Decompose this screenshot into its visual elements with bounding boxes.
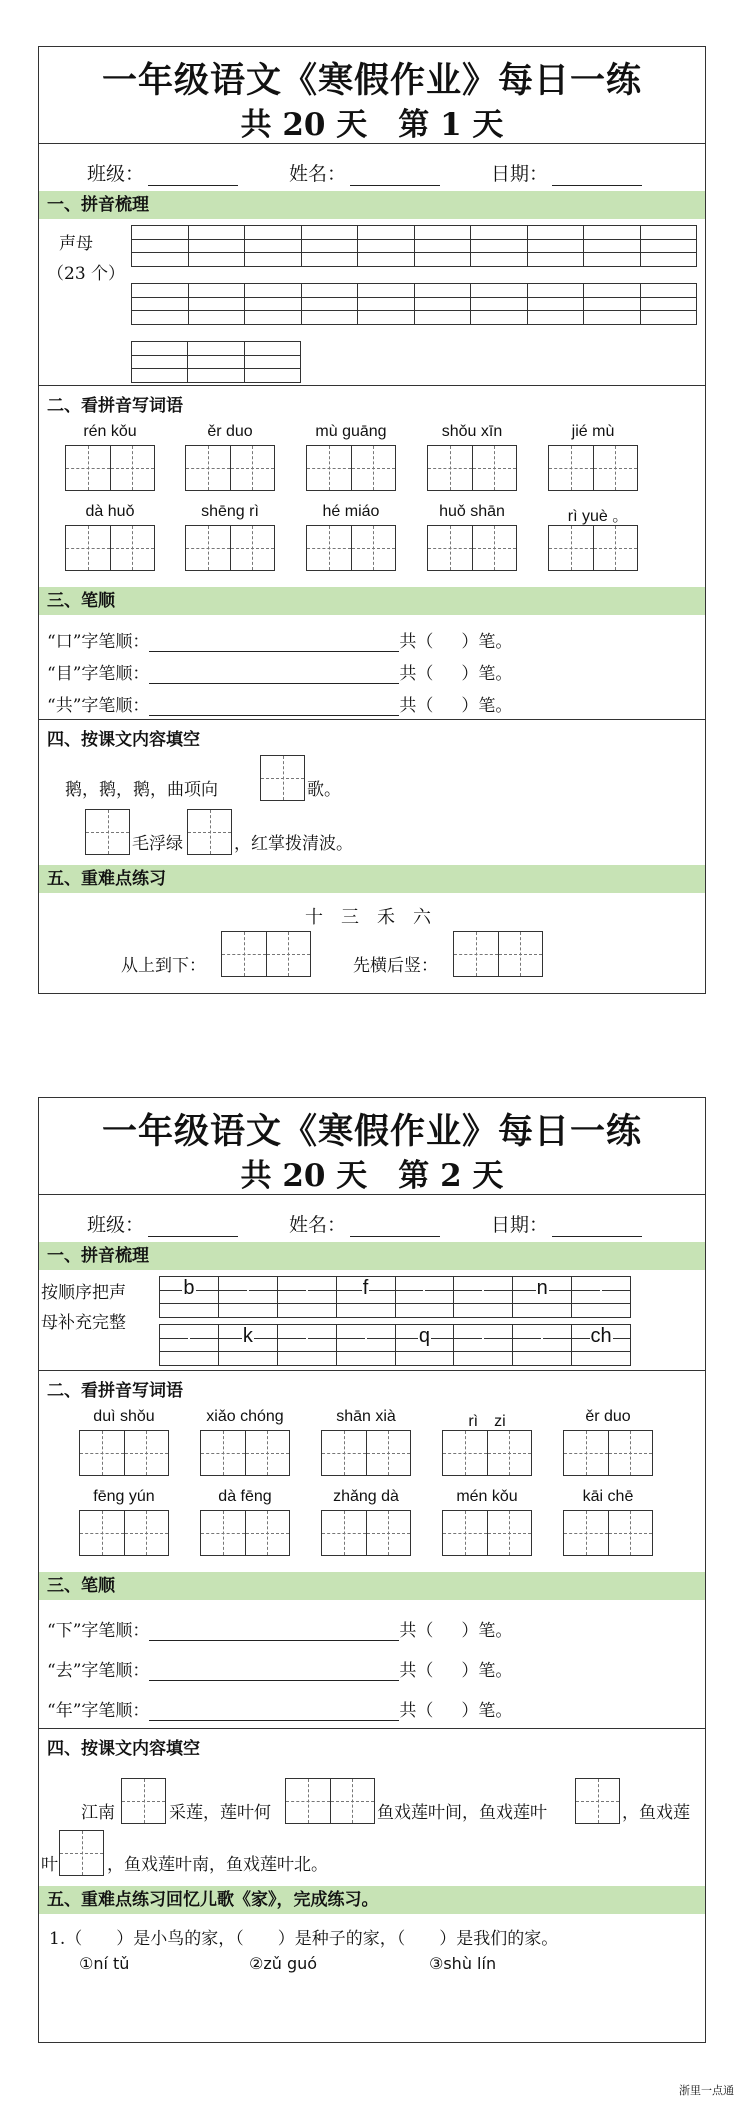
pinyin-prompt: shǒu xīn <box>441 423 503 440</box>
divider <box>39 1194 705 1195</box>
section-2-header: 二、看拼音写词语 <box>47 396 183 416</box>
pinyin-prompt: ěr duo <box>207 423 253 440</box>
divider <box>39 719 705 720</box>
initials-row-2[interactable]: k q ch <box>159 1324 631 1366</box>
top-down-label: 从上到下： <box>121 956 206 976</box>
pinyin-writing-grid[interactable] <box>131 283 697 325</box>
poem-text: 毛浮绿 <box>132 834 183 854</box>
section-4-header: 四、按课文内容填空 <box>47 730 200 750</box>
tianzige-box[interactable] <box>65 445 155 491</box>
fill-box[interactable] <box>121 1778 166 1824</box>
fill-box[interactable] <box>59 1830 104 1876</box>
initials-label: 声母 <box>59 234 93 254</box>
tianzige-box[interactable] <box>427 445 517 491</box>
name-field[interactable]: 姓名： <box>289 159 440 186</box>
poem-text: 采莲，莲叶何 <box>169 1803 271 1823</box>
fill-box[interactable] <box>285 1778 375 1824</box>
pinyin-prompt: jié mù <box>571 423 615 440</box>
tianzige-box[interactable] <box>185 525 275 571</box>
stroke-order-row[interactable]: “口”字笔顺： 共（ ）笔。 <box>47 632 513 652</box>
section-4-header: 四、按课文内容填空 <box>47 1739 200 1759</box>
fill-box[interactable] <box>85 809 130 855</box>
divider <box>39 1728 705 1729</box>
pinyin-writing-grid[interactable] <box>131 341 301 383</box>
stroke-order-row[interactable]: “下”字笔顺： 共（ ）笔。 <box>47 1621 513 1641</box>
section-5-header: 五、重难点练习 <box>39 865 705 893</box>
pinyin-prompt: shān xià <box>336 1408 396 1425</box>
pinyin-prompt: zhǎng dà <box>333 1488 399 1505</box>
stroke-order-row[interactable]: “目”字笔顺： 共（ ）笔。 <box>47 664 513 684</box>
tianzige-box[interactable] <box>200 1430 290 1476</box>
tianzige-box[interactable] <box>563 1510 653 1556</box>
poem-text: ，鱼戏莲 <box>622 1803 690 1823</box>
pinyin-writing-grid[interactable] <box>131 225 697 267</box>
pinyin-prompt: dà fēng <box>218 1488 272 1505</box>
poem-text: ，红掌拨清波。 <box>234 834 353 854</box>
tianzige-box[interactable] <box>306 525 396 571</box>
option-1: ①ní tǔ <box>79 1954 130 1973</box>
poem-text: ，鱼戏莲叶南，鱼戏莲叶北。 <box>107 1855 328 1875</box>
footer-watermark: 浙里一点通 <box>679 2084 734 2097</box>
fill-box[interactable] <box>187 809 232 855</box>
tianzige-box[interactable] <box>321 1430 411 1476</box>
option-3: ③shù lín <box>429 1954 497 1973</box>
order-instruction: 按顺序把声 <box>41 1283 126 1303</box>
heng-shu-label: 先横后竖： <box>353 956 438 976</box>
class-field[interactable]: 班级： <box>87 1210 238 1237</box>
pinyin-prompt: shēng rì <box>201 503 259 520</box>
pinyin-prompt: rì yuè 。 <box>567 508 629 525</box>
worksheet-day-2 <box>38 1097 706 2043</box>
divider <box>39 385 705 386</box>
tianzige-box[interactable] <box>442 1430 532 1476</box>
poem-text: 叶 <box>41 1855 58 1875</box>
stroke-order-row[interactable]: “年”字笔顺： 共（ ）笔。 <box>47 1701 513 1721</box>
initials-count: （23 个） <box>47 264 126 284</box>
date-field[interactable]: 日期： <box>491 1210 642 1237</box>
worksheet-title: 一年级语文《寒假作业》每日一练 <box>101 60 642 101</box>
worksheet-subtitle: 共 20 天 第 2 天 <box>240 1158 504 1194</box>
fill-box[interactable] <box>260 755 305 801</box>
pinyin-prompt: fēng yún <box>93 1488 155 1505</box>
class-field[interactable]: 班级： <box>87 159 238 186</box>
order-instruction: 母补充完整 <box>41 1313 126 1333</box>
tianzige-box[interactable] <box>548 445 638 491</box>
pinyin-prompt: hé miáo <box>322 503 380 520</box>
section-5-header: 五、重难点练习回忆儿歌《家》，完成练习。 <box>39 1886 705 1914</box>
poem-text: 歌。 <box>307 780 341 800</box>
tianzige-box[interactable] <box>79 1510 169 1556</box>
worksheet-day-1 <box>38 46 706 994</box>
stroke-order-row[interactable]: “共”字笔顺： 共（ ）笔。 <box>47 696 513 716</box>
tianzige-box[interactable] <box>427 525 517 571</box>
date-field[interactable]: 日期： <box>491 159 642 186</box>
tianzige-box[interactable] <box>442 1510 532 1556</box>
tianzige-box[interactable] <box>563 1430 653 1476</box>
tianzige-box[interactable] <box>321 1510 411 1556</box>
option-2: ②zǔ guó <box>249 1954 318 1973</box>
tianzige-box[interactable] <box>548 525 638 571</box>
section-1-header: 一、拼音梳理 <box>39 191 705 219</box>
tianzige-box[interactable] <box>306 445 396 491</box>
name-field[interactable]: 姓名： <box>289 1210 440 1237</box>
tianzige-box[interactable] <box>221 931 311 977</box>
section-3-header: 三、笔顺 <box>39 587 705 615</box>
initials-row-1[interactable]: b f n <box>159 1276 631 1318</box>
pinyin-prompt: mù guāng <box>315 423 387 440</box>
poem-text: 鱼戏莲叶间，鱼戏莲叶 <box>377 1803 547 1823</box>
tianzige-box[interactable] <box>200 1510 290 1556</box>
tianzige-box[interactable] <box>65 525 155 571</box>
tianzige-box[interactable] <box>79 1430 169 1476</box>
worksheet-title: 一年级语文《寒假作业》每日一练 <box>101 1111 642 1152</box>
pinyin-prompt: rén kǒu <box>83 423 137 440</box>
pinyin-prompt: xiǎo chóng <box>206 1408 284 1425</box>
pinyin-prompt: huǒ shān <box>439 503 505 520</box>
section-1-header: 一、拼音梳理 <box>39 1242 705 1270</box>
pinyin-prompt: kāi chē <box>582 1488 634 1505</box>
pinyin-prompt: dà huǒ <box>85 503 135 520</box>
stroke-order-row[interactable]: “去”字笔顺： 共（ ）笔。 <box>47 1661 513 1681</box>
section-3-header: 三、笔顺 <box>39 1572 705 1600</box>
tianzige-box[interactable] <box>453 931 543 977</box>
pinyin-prompt: duì shǒu <box>93 1408 155 1425</box>
pinyin-prompt: rì zi <box>468 1413 506 1430</box>
worksheet-subtitle: 共 20 天 第 1 天 <box>240 107 504 143</box>
pinyin-prompt: ěr duo <box>585 1408 631 1425</box>
question-1: 1.（ ）是小鸟的家，（ ）是种子的家，（ ）是我们的家。 <box>49 1929 559 1949</box>
fill-box[interactable] <box>575 1778 620 1824</box>
pinyin-prompt: mén kǒu <box>456 1488 518 1505</box>
divider <box>39 1370 705 1371</box>
tianzige-box[interactable] <box>185 445 275 491</box>
character-list: 十 三 禾 六 <box>305 907 431 928</box>
poem-text: 鹅，鹅，鹅，曲项向 <box>65 780 218 800</box>
section-2-header: 二、看拼音写词语 <box>47 1381 183 1401</box>
poem-text: 江南 <box>81 1803 115 1823</box>
divider <box>39 143 705 144</box>
